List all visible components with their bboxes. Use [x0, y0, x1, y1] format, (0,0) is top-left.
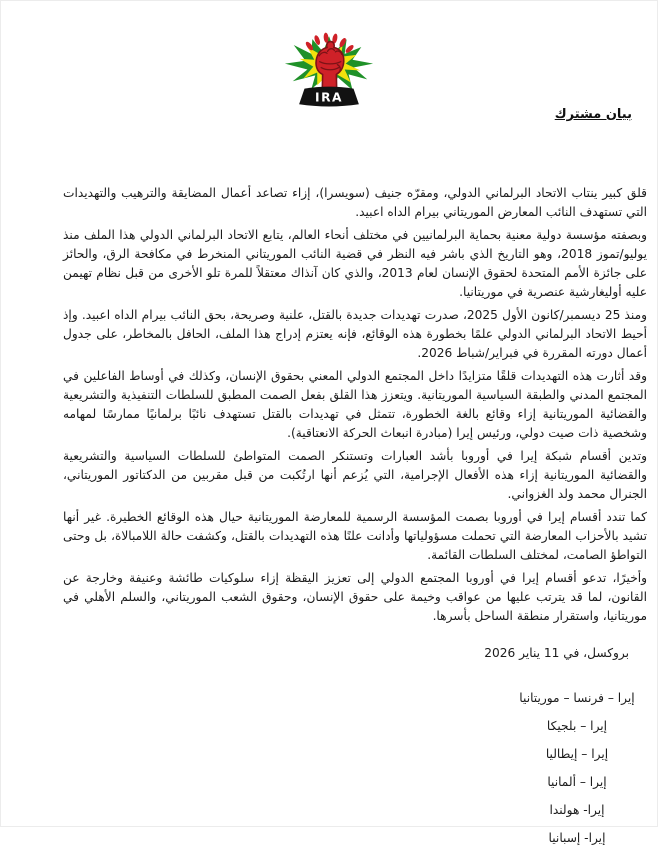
signatory-item: إيرا- هولندا [549, 803, 605, 817]
paragraph-3: ومنذ 25 ديسمبر/كانون الأول 2025، صدرت تهديدات جديدة بالقتل، علنية وصريحة، بحق النائب بيرام الداه اعبيد. وإذ أحيط الاتحاد البرلماني الدولي علمًا بخطورة هذه الوقائع، فإنه يعتزم إدراج هذا الملف، الحافل بالمخاطر، على جدول أعمال دورته المقررة في فبراير/شباط 2026. [63, 308, 647, 360]
statement-title: بيان مشترك [554, 107, 632, 122]
paragraph-1: قلق كبير ينتاب الاتحاد البرلماني الدولي، ومقرّه جنيف (سويسرا)، إزاء تصاعد أعمال المضايقة والترهيب والتهديدات التي تستهدف النائب المعارض الموريتاني بيرام الداه اعبيد. [63, 186, 647, 219]
paragraph-5: وتدين أقسام شبكة إيرا في أوروبا بأشد العبارات وتستنكر الصمت المتواطئ للسلطات السياسية والتشريعية والقضائية الموريتانية إزاء هذه الأفعال الإجرامية، التي يُزعم أنها ارتُكبت من قبل مقربين من الدكتاتور الموريتاني، الجنرال محمد ولد الغزواني. [63, 449, 647, 501]
paragraph-4: وقد أثارت هذه التهديدات قلقًا متزايدًا داخل المجتمع الدولي المعني بحقوق الإنسان، وكذلك في أوساط الفاعلين في المجتمع المدني والطبقة السياسية الموريتانية. ويتعزز هذا القلق بفعل الصمت المطبق للسلطات التنفيذية والتشريعية والقضائية الموريتانية إزاء وقائع بالغة الخطورة، تتمثل في تهديدات بالقتل تستهدف نائبًا برلمانيًا ممارسًا لمهامه وشخصية ذات صيت دولي، ورئيس إيرا (مبادرة انبعاث الحركة الانعتاقية). [63, 369, 647, 440]
ira-fist-logo [280, 34, 378, 107]
signatories-list [507, 689, 647, 848]
signatory-item: إيرا – بلجيكا [546, 719, 608, 733]
paragraph-2: وبصفته مؤسسة دولية معنية بحماية البرلمانيين في مختلف أنحاء العالم، يتابع الاتحاد البرلماني الدولي هذا الملف منذ يوليو/تموز 2018، وهو التاريخ الذي باشر فيه النظر في قضية النائب الموريتاني المنخرط في مكافحة الرق، والحائز على جائزة الأمم المتحدة لحقوق الإنسان لعام 2013، والذي كان آنذاك معتقلاً للمرة تلو الأخرى من قبل نظام تهيمن عليه أوليغارشية عنصرية في موريتانيا. [63, 228, 647, 299]
signatory-item: إيرا- إسبانيا [548, 831, 606, 845]
logo-banner-label: IRA [315, 90, 343, 105]
signatory-item: إيرا – ألمانيا [547, 775, 607, 789]
logo-row [1, 1, 657, 107]
statement-body [1, 107, 657, 848]
signatory-item: إيرا – إيطاليا [545, 747, 609, 761]
paragraph-6: كما تندد أقسام إيرا في أوروبا بصمت المؤسسة الرسمية للمعارضة الموريتانية حيال هذه الوقائع الخطيرة. غير أنها تشيد بالأحزاب المعارضة التي تحملت مسؤولياتها وأدانت علنًا هذه التهديدات بالقتل، وكشفت حالة اللامبالاة، بل وحتى التواطؤ الصامت، لمختلف السلطات القائمة. [63, 510, 647, 562]
dateline: بروكسل، في 11 يناير 2026 [484, 646, 629, 660]
signatory-item: إيرا – فرنسا – موريتانيا [519, 691, 635, 705]
paragraph-7: وأخيرًا، تدعو أقسام إيرا في أوروبا المجتمع الدولي إلى تعزيز اليقظة إزاء سلوكيات طائشة وعنيفة وخارجة عن القانون، لما قد يترتب عليها من عواقب وخيمة على حقوق الإنسان، وحقوق الشعب الموريتاني، والسلم الأهلي في موريتانيا، واستقرار منطقة الساحل بأسرها. [63, 571, 647, 623]
